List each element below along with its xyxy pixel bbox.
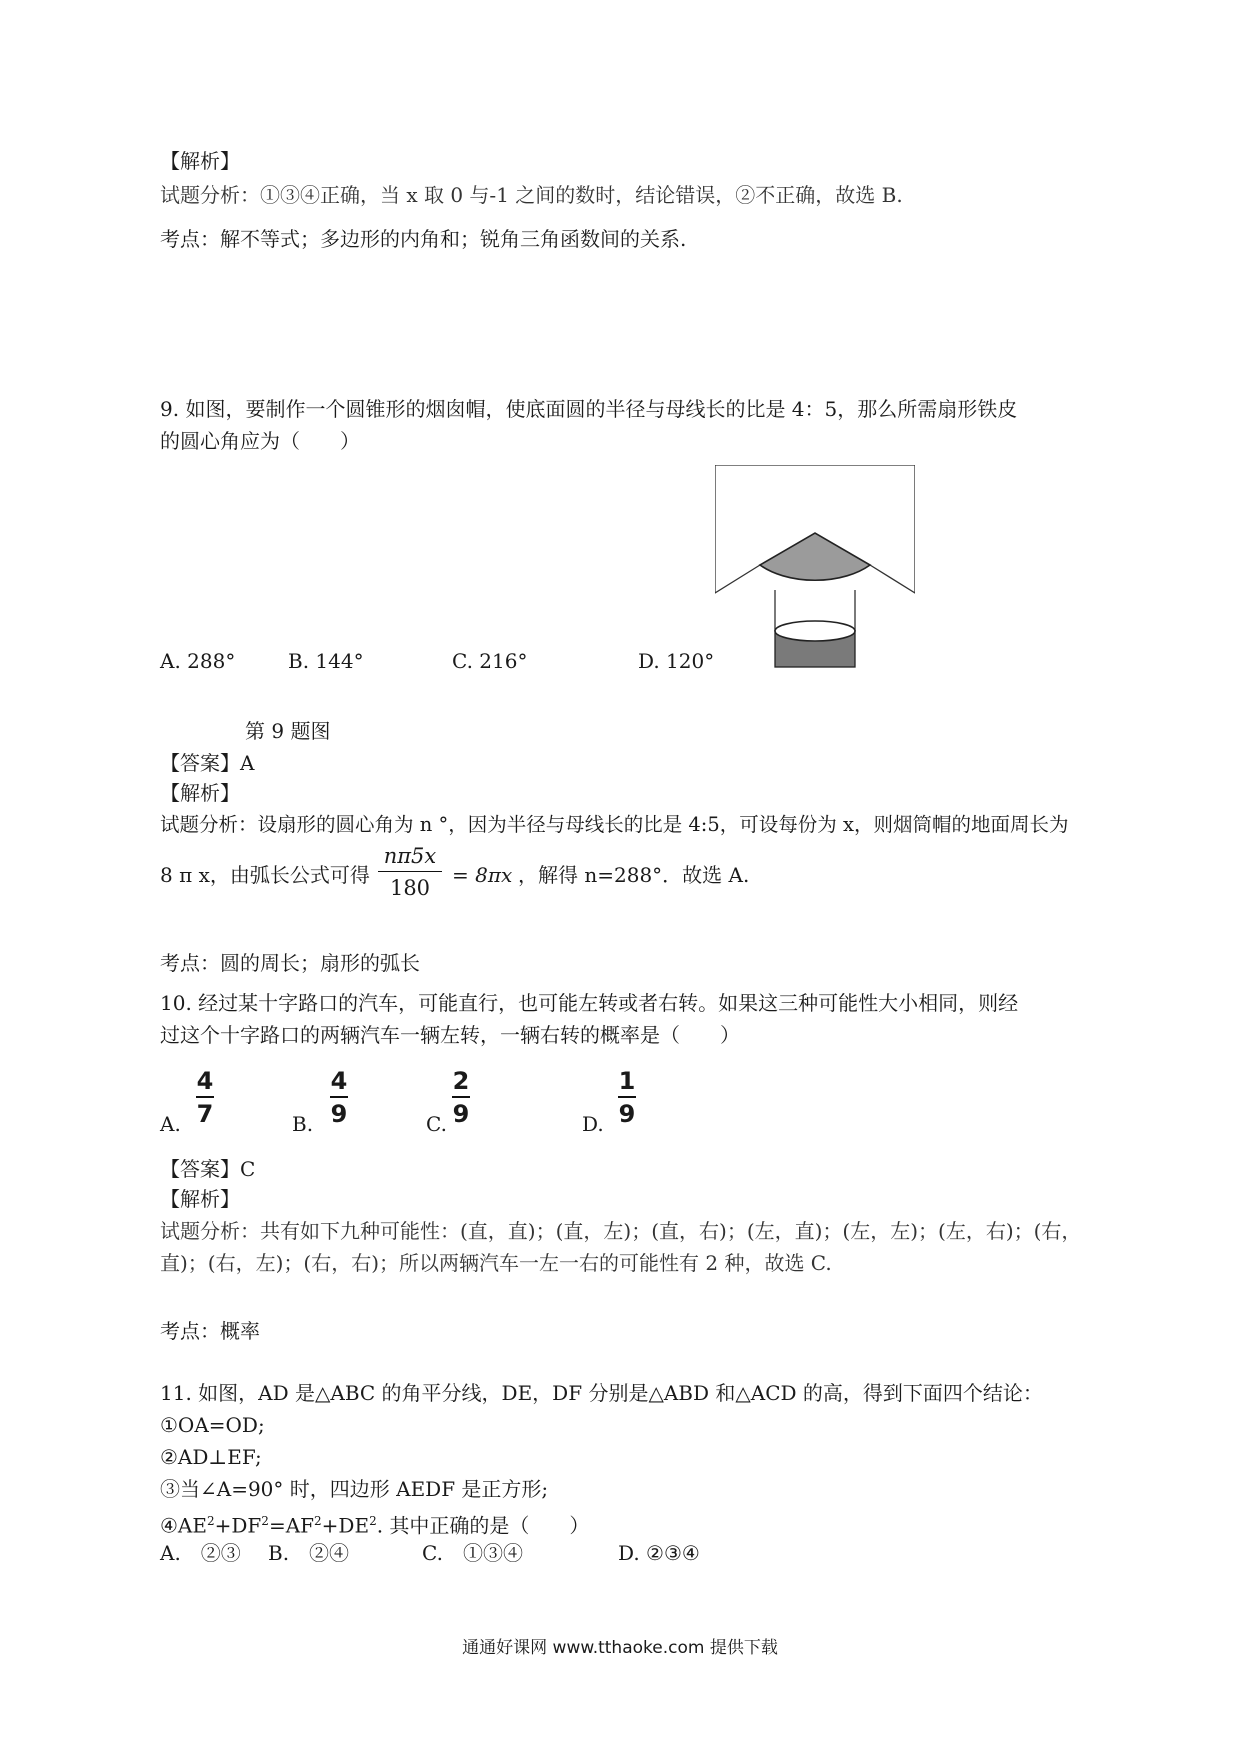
fraction-bar — [378, 871, 442, 872]
fraction-numerator: 2 — [452, 1067, 470, 1095]
fraction-denominator: 9 — [452, 1100, 470, 1128]
fraction-numerator: 4 — [330, 1067, 348, 1095]
q9-equation-rhs: = 8πx — [452, 863, 513, 887]
q9-analysis-line2-pre: 8 π x，由弧长公式可得 — [160, 863, 370, 887]
fraction-denominator: 9 — [330, 1100, 348, 1128]
q10-stem-line1: 10. 经过某十字路口的汽车，可能直行，也可能左转或者右转。如果这三种可能性大小相同，则经 — [160, 991, 1019, 1015]
q10-option-d-fraction — [618, 1068, 636, 1127]
q10-option-c-fraction — [452, 1068, 470, 1127]
q9-answer: 【答案】A — [160, 751, 255, 775]
fraction-denominator: 9 — [618, 1100, 636, 1128]
chimney-cap-figure — [715, 465, 915, 670]
q11-stem: 11. 如图，AD 是△ABC 的角平分线，DE，DF 分别是△ABD 和△ACD 的高，得到下面四个结论： — [160, 1381, 1043, 1405]
prev-kaodian: 考点：解不等式；多边形的内角和；锐角三角函数间的关系. — [160, 227, 687, 251]
prev-jiexi: 【解析】 — [160, 149, 240, 173]
q9-analysis-line2-post: ，解得 n=288°．故选 A. — [518, 863, 750, 887]
q10-option-c-label: C. — [426, 1112, 447, 1136]
q10-analysis-line1: 试题分析：共有如下九种可能性：(直，直)；(直，左)；(直，右)；(左，直)；(左，左)；(左，右)；(右， — [160, 1219, 1082, 1243]
q11-option-c: C. ①③④ — [422, 1541, 523, 1565]
fraction-denominator: 7 — [196, 1100, 214, 1128]
q11-conclusion-2: ②AD⊥EF; — [160, 1445, 262, 1469]
superscript: 2 — [261, 1514, 269, 1528]
q10-option-a-label: A. — [160, 1112, 181, 1136]
q10-option-d-label: D. — [582, 1112, 604, 1136]
q11-option-d: D. ②③④ — [618, 1541, 700, 1565]
fraction-numerator: 4 — [196, 1067, 214, 1095]
q11-conclusion-3: ③当∠A=90° 时，四边形 AEDF 是正方形; — [160, 1477, 549, 1501]
q10-option-b-label: B. — [292, 1112, 314, 1136]
q9-option-b: B. 144° — [288, 649, 364, 673]
q10-option-a-fraction — [196, 1068, 214, 1127]
c4-text: ④AE — [160, 1513, 207, 1538]
q9-option-c: C. 216° — [452, 649, 528, 673]
fraction-numerator: 1 — [618, 1067, 636, 1095]
superscript: 2 — [369, 1514, 377, 1528]
c4-text: +DF — [214, 1513, 262, 1538]
q10-kaodian: 考点：概率 — [160, 1319, 260, 1343]
q9-kaodian: 考点：圆的周长；扇形的弧长 — [160, 951, 420, 975]
q9-stem-line1: 9. 如图，要制作一个圆锥形的烟囱帽，使底面圆的半径与母线长的比是 4：5，那么所需扇形铁皮 — [160, 397, 1018, 421]
q9-jiexi: 【解析】 — [160, 781, 240, 805]
superscript: 2 — [206, 1514, 215, 1528]
q10-jiexi: 【解析】 — [160, 1187, 240, 1211]
q11-option-b: B. ②④ — [268, 1541, 350, 1565]
q11-conclusion-1: ①OA=OD; — [160, 1413, 265, 1437]
c4-text: +DE — [321, 1513, 370, 1538]
fraction-denominator: 180 — [389, 876, 431, 900]
q9-stem-line2: 的圆心角应为（ ） — [160, 429, 360, 453]
q9-arc-length-fraction — [378, 844, 442, 900]
fraction-bar — [618, 1096, 636, 1098]
q10-analysis-line2: 直)；(右，左)；(右，右)；所以两辆汽车一左一右的可能性有 2 种，故选 C. — [160, 1251, 832, 1275]
q10-stem-line2: 过这个十字路口的两辆汽车一辆左转，一辆右转的概率是（ ） — [160, 1023, 740, 1047]
fraction-numerator: nπ5x — [383, 844, 437, 868]
q9-option-d: D. 120° — [638, 649, 715, 673]
q11-conclusion-4 — [160, 1508, 589, 1539]
q9-figure-caption: 第 9 题图 — [245, 719, 331, 743]
fraction-bar — [330, 1096, 348, 1098]
q10-option-b-fraction — [330, 1068, 348, 1127]
q9-option-a: A. 288° — [160, 649, 236, 673]
prev-analysis: 试题分析：①③④正确，当 x 取 0 与-1 之间的数时，结论错误，②不正确，故选 B. — [160, 183, 903, 207]
q11-option-a: A. ②③ — [160, 1541, 241, 1565]
c4-text: =AF — [268, 1513, 315, 1538]
fraction-bar — [196, 1096, 214, 1098]
q10-answer: 【答案】C — [160, 1157, 256, 1181]
page-footer: 通通好课网 www.tthaoke.com 提供下载 — [462, 1638, 778, 1658]
c4-text: . 其中正确的是（ ） — [376, 1513, 590, 1538]
fraction-bar — [452, 1096, 470, 1098]
q9-analysis-line1: 试题分析：设扇形的圆心角为 n °，因为半径与母线长的比是 4:5，可设每份为 x，则烟筒帽的地面周长为 — [160, 813, 1069, 836]
superscript: 2 — [314, 1514, 322, 1528]
